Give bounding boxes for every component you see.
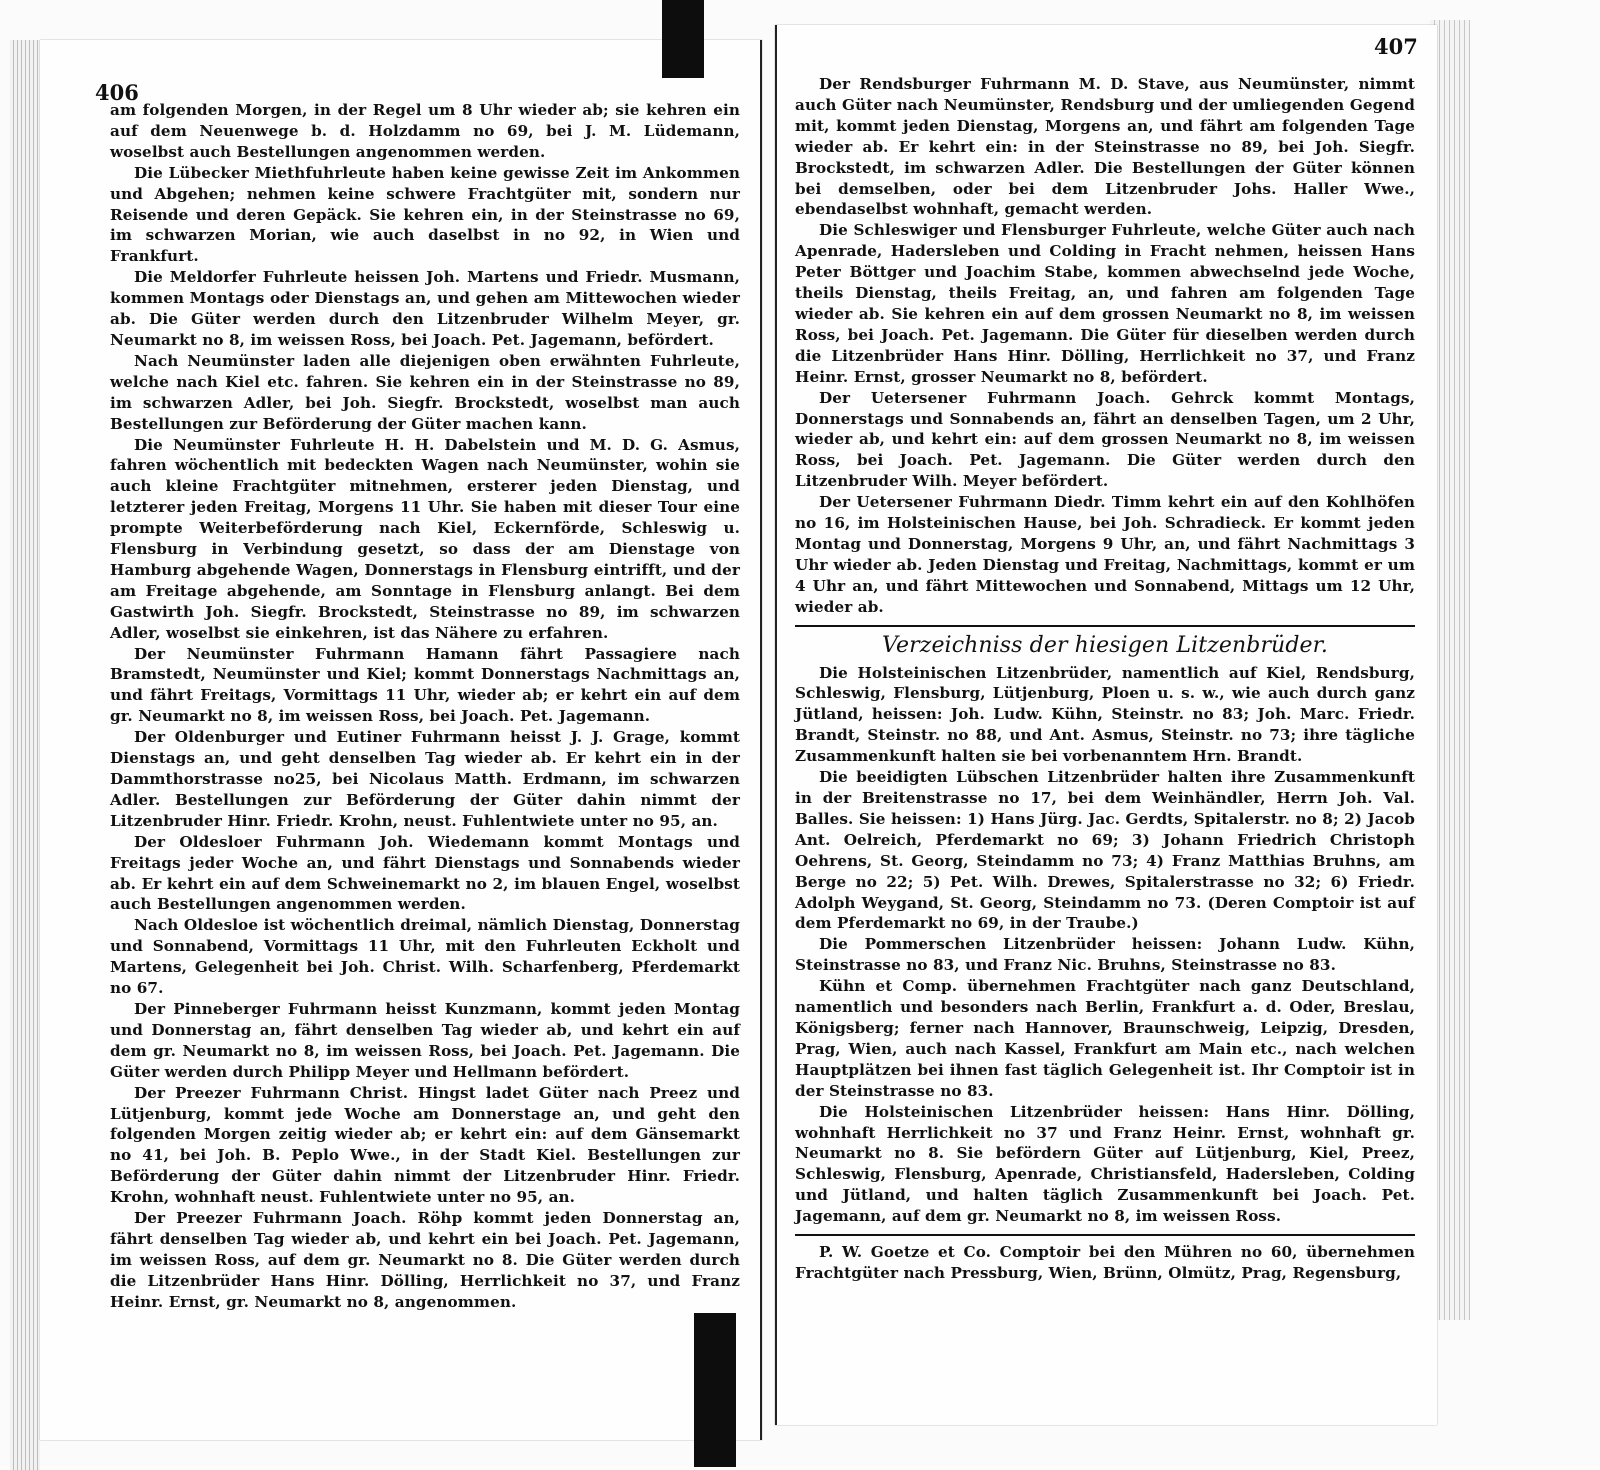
paragraph: Kühn et Comp. übernehmen Frachtgüter nach ganz Deutschland, namentlich und besonders nach Berlin, Frankfurt a. d. Oder, Breslau, Königsberg; ferner nach Hannover, Braunschweig, Leipzig, Dresden, Prag, Wien, auch nach Kassel, Frankfurt am Main etc., nach welchen Hauptplätzen bei ihnen fast täglich Gelegenheit ist. Ihr Comptoir ist in der Steinstrasse no 83. [795, 977, 1415, 1100]
paragraph: Nach Oldesloe ist wöchentlich dreimal, nämlich Dienstag, Donnerstag und Sonnabend, Vormittags 11 Uhr, mit den Fuhrleuten Eckholt und Martens, Gelegenheit bei Joh. Christ. Wilh. Scharfenberg, Pferdemarkt no 67. [110, 916, 740, 998]
paragraph: Die Neumünster Fuhrleute H. H. Dabelstein und M. D. G. Asmus, fahren wöchentlich mit bedeckten Wagen nach Neumünster, wohin sie auch kleine Frachtgüter mitnehmen, ersterer jeden Dienstag, und letzterer jeden Freitag, Morgens 11 Uhr. Sie haben mit dieser Tour eine prompte Weiterbeförderung nach Kiel, Eckernförde, Schleswig u. Flensburg in Verbindung gesetzt, so dass der am Dienstage von Hamburg abgehende Wagen, Donnerstags in Flensburg eintrifft, und der am Freitage abgehende, am Sonntage in Flensburg anlangt. Bei dem Gastwirth Joh. Siegfr. Brockstedt, Steinstrasse no 89, im schwarzen Adler, woselbst sie einkehren, ist das Nähere zu erfahren. [110, 435, 740, 642]
section-divider [795, 1234, 1415, 1236]
paragraph: Der Oldenburger und Eutiner Fuhrmann heisst J. J. Grage, kommt Dienstags an, und geht denselben Tag wieder ab. Er kehrt ein in der Dammthorstrasse no25, bei Nicolaus Matth. Erdmann, im schwarzen Adler. Bestellungen zur Beförderung der Güter dahin nimmt der Litzenbruder Hinr. Friedr. Krohn, neust. Fuhlentwiete unter no 95, an. [110, 728, 740, 830]
right-text-column [795, 74, 1415, 1284]
paragraph: Die Pommerschen Litzenbrüder heissen: Johann Ludw. Kühn, Steinstrasse no 83, und Franz Nic. Bruhns, Steinstrasse no 83. [795, 935, 1415, 975]
paragraph: Der Uetersener Fuhrmann Joach. Gehrck kommt Montags, Donnerstags und Sonnabends an, fährt an denselben Tagen, um 2 Uhr, wieder ab, und kehrt ein: auf dem grossen Neumarkt no 8, im weissen Ross, bei Joach. Pet. Jagemann. Die Güter werden durch den Litzenbruder Wilh. Meyer befördert. [795, 388, 1415, 491]
paragraph: Der Neumünster Fuhrmann Hamann fährt Passagiere nach Bramstedt, Neumünster und Kiel; kommt Donnerstags Nachmittags an, und fährt Freitags, Vormittags 11 Uhr, wieder ab; er kehrt ein auf dem gr. Neumarkt no 8, im weissen Ross, bei Joach. Pet. Jagemann. [110, 644, 740, 726]
paragraph: Der Pinneberger Fuhrmann heisst Kunzmann, kommt jeden Montag und Donnerstag an, fährt denselben Tag wieder ab, und kehrt ein auf dem gr. Neumarkt no 8, im weissen Ross, bei Joach. Pet. Jagemann. Die Güter werden durch Philipp Meyer und Hellmann befördert. [110, 999, 740, 1081]
paragraph: am folgenden Morgen, in der Regel um 8 Uhr wieder ab; sie kehren ein auf dem Neuenwege b. d. Holzdamm no 69, bei J. M. Lüdemann, woselbst auch Bestellungen angenommen werden. [110, 101, 740, 161]
bookmark-ribbon-bottom [694, 1313, 736, 1467]
paragraph: Die Holsteinischen Litzenbrüder heissen: Hans Hinr. Dölling, wohnhaft Herrlichkeit no 37 und Franz Heinr. Ernst, wohnhaft gr. Neumarkt no 8. Sie befördern Güter auf Lütjenburg, Kiel, Preez, Schleswig, Flensburg, Apenrade, Christiansfeld, Hadersleben, Colding und Jütland, und halten täglich Zusammenkunft bei Joach. Pet. Jagemann, auf dem gr. Neumarkt no 8, im weissen Ross. [795, 1102, 1415, 1226]
paragraph: Der Preezer Fuhrmann Christ. Hingst ladet Güter nach Preez und Lütjenburg, kommt jede Woche am Donnerstage an, und geht den folgenden Morgen zeitig wieder ab; er kehrt ein: auf dem Gänsemarkt no 41, bei Joh. B. Peplo Wwe., in der Stadt Kiel. Bestellungen zur Beförderung der Güter dahin nimmt der Litzenbruder Hinr. Friedr. Krohn, wohnhaft neust. Fuhlentwiete unter no 95, an. [110, 1083, 740, 1207]
paragraph: Die beeidigten Lübschen Litzenbrüder halten ihre Zusammenkunft in der Breitenstrasse no 17, bei dem Weinhändler, Herrn Joh. Val. Balles. Sie heissen: 1) Hans Jürg. Jac. Gerdts, Spitalerstr. no 8; 2) Jacob Ant. Oelreich, Pferdemarkt no 69; 3) Johann Friedrich Christoph Oehrens, St. Georg, Steindamm no 73; 4) Franz Matthias Bruhns, am Berge no 22; 5) Pet. Wilh. Drewes, Spitalerstrasse no 32; 6) Friedr. Adolph Weygand, St. Georg, Steindamm no 73. (Deren Comptoir ist auf dem Pferdemarkt no 69, in der Traube.) [795, 768, 1415, 933]
section-divider [795, 625, 1415, 627]
paragraph: Der Uetersener Fuhrmann Diedr. Timm kehrt ein auf den Kohlhöfen no 16, im Holsteinischen Hause, bei Joh. Schradieck. Er kommt jeden Montag und Donnerstag, Morgens 9 Uhr, an, und fährt Nachmittags 3 Uhr wieder ab. Jeden Dienstag und Freitag, Nachmittags, kommt er um 4 Uhr an, und fährt Mittewochen und Sonnabend, Mittags um 12 Uhr, wieder ab. [795, 493, 1415, 616]
paragraph: Der Preezer Fuhrmann Joach. Röhp kommt jeden Donnerstag an, fährt denselben Tag wieder ab, und kehrt ein bei Joach. Pet. Jagemann, im weissen Ross, auf dem gr. Neumarkt no 8. Die Güter werden durch die Litzenbrüder Hans Hinr. Dölling, Herrlichkeit no 37, und Franz Heinr. Ernst, gr. Neumarkt no 8, angenommen. [110, 1209, 740, 1311]
paragraph: Der Oldesloer Fuhrmann Joh. Wiedemann kommt Montags und Freitags jeder Woche an, und fährt Dienstags und Sonnabends wieder ab. Er kehrt ein auf dem Schweinemarkt no 2, im blauen Engel, woselbst auch Bestellungen angenommen werden. [110, 832, 740, 914]
paragraph: Nach Neumünster laden alle diejenigen oben erwähnten Fuhrleute, welche nach Kiel etc. fahren. Sie kehren ein in der Steinstrasse no 89, im schwarzen Adler, bei Joh. Siegfr. Brockstedt, woselbst man auch Bestellungen zur Beförderung der Güter machen kann. [110, 351, 740, 433]
paragraph: Die Lübecker Miethfuhrleute haben keine gewisse Zeit im Ankommen und Abgehen; nehmen keine schwere Frachtgüter mit, sondern nur Reisende und deren Gepäck. Sie kehren ein, in der Steinstrasse no 69, im schwarzen Morian, wie auch daselbst in no 92, in Wien und Frankfurt. [110, 163, 740, 266]
paragraph: P. W. Goetze et Co. Comptoir bei den Mühren no 60, übernehmen Frachtgüter nach Pressburg, Wien, Brünn, Olmütz, Prag, Regensburg, [795, 1243, 1415, 1282]
bookmark-ribbon-top [662, 0, 704, 78]
page-number-right: 407 [1374, 34, 1418, 59]
book-edge-left [10, 40, 40, 1470]
paragraph: Die Schleswiger und Flensburger Fuhrleute, welche Güter auch nach Apenrade, Hadersleben und Colding in Fracht nehmen, heissen Hans Peter Böttger und Joachim Stabe, kommen abwechselnd jede Woche, theils Dienstag, theils Freitag, an, und fahren am folgenden Tage wieder ab. Sie kehren ein auf dem grossen Neumarkt no 8, im weissen Ross, bei Joach. Pet. Jagemann. Die Güter für dieselben werden durch die Litzenbrüder Hans Hinr. Dölling, Herrlichkeit no 37, und Franz Heinr. Ernst, grosser Neumarkt no 8, befördert. [795, 221, 1415, 386]
paragraph: Der Rendsburger Fuhrmann M. D. Stave, aus Neumünster, nimmt auch Güter nach Neumünster, Rendsburg und der umliegenden Gegend mit, kommt jeden Dienstag, Morgens an, und fährt am folgenden Tage wieder ab. Er kehrt ein: in der Steinstrasse no 89, bei Joh. Siegfr. Brockstedt, im schwarzen Adler. Die Bestellungen der Güter können bei demselben, oder bei dem Litzenbruder Johs. Haller Wwe., ebendaselbst wohnhaft, gemacht werden. [795, 75, 1415, 219]
page-number-left: 406 [95, 80, 139, 105]
section-heading: Verzeichniss der hiesigen Litzenbrüder. [882, 632, 1328, 658]
paragraph: Die Meldorfer Fuhrleute heissen Joh. Martens und Friedr. Musmann, kommen Montags oder Dienstags an, und gehen am Mittewochen wieder ab. Die Güter werden durch den Litzenbruder Wilhelm Meyer, gr. Neumarkt no 8, im weissen Ross, bei Joach. Pet. Jagemann, befördert. [110, 268, 740, 349]
paragraph: Die Holsteinischen Litzenbrüder, namentlich auf Kiel, Rendsburg, Schleswig, Flensburg, Lütjenburg, Ploen u. s. w., wie auch durch ganz Jütland, heissen: Joh. Ludw. Kühn, Steinstr. no 83; Joh. Marc. Friedr. Brandt, Steinstr. no 88, und Ant. Asmus, Steinstr. no 73; ihre tägliche Zusammenkunft halten sie bei vorbenanntem Hrn. Brandt. [795, 663, 1415, 766]
left-text-column [110, 100, 740, 1313]
